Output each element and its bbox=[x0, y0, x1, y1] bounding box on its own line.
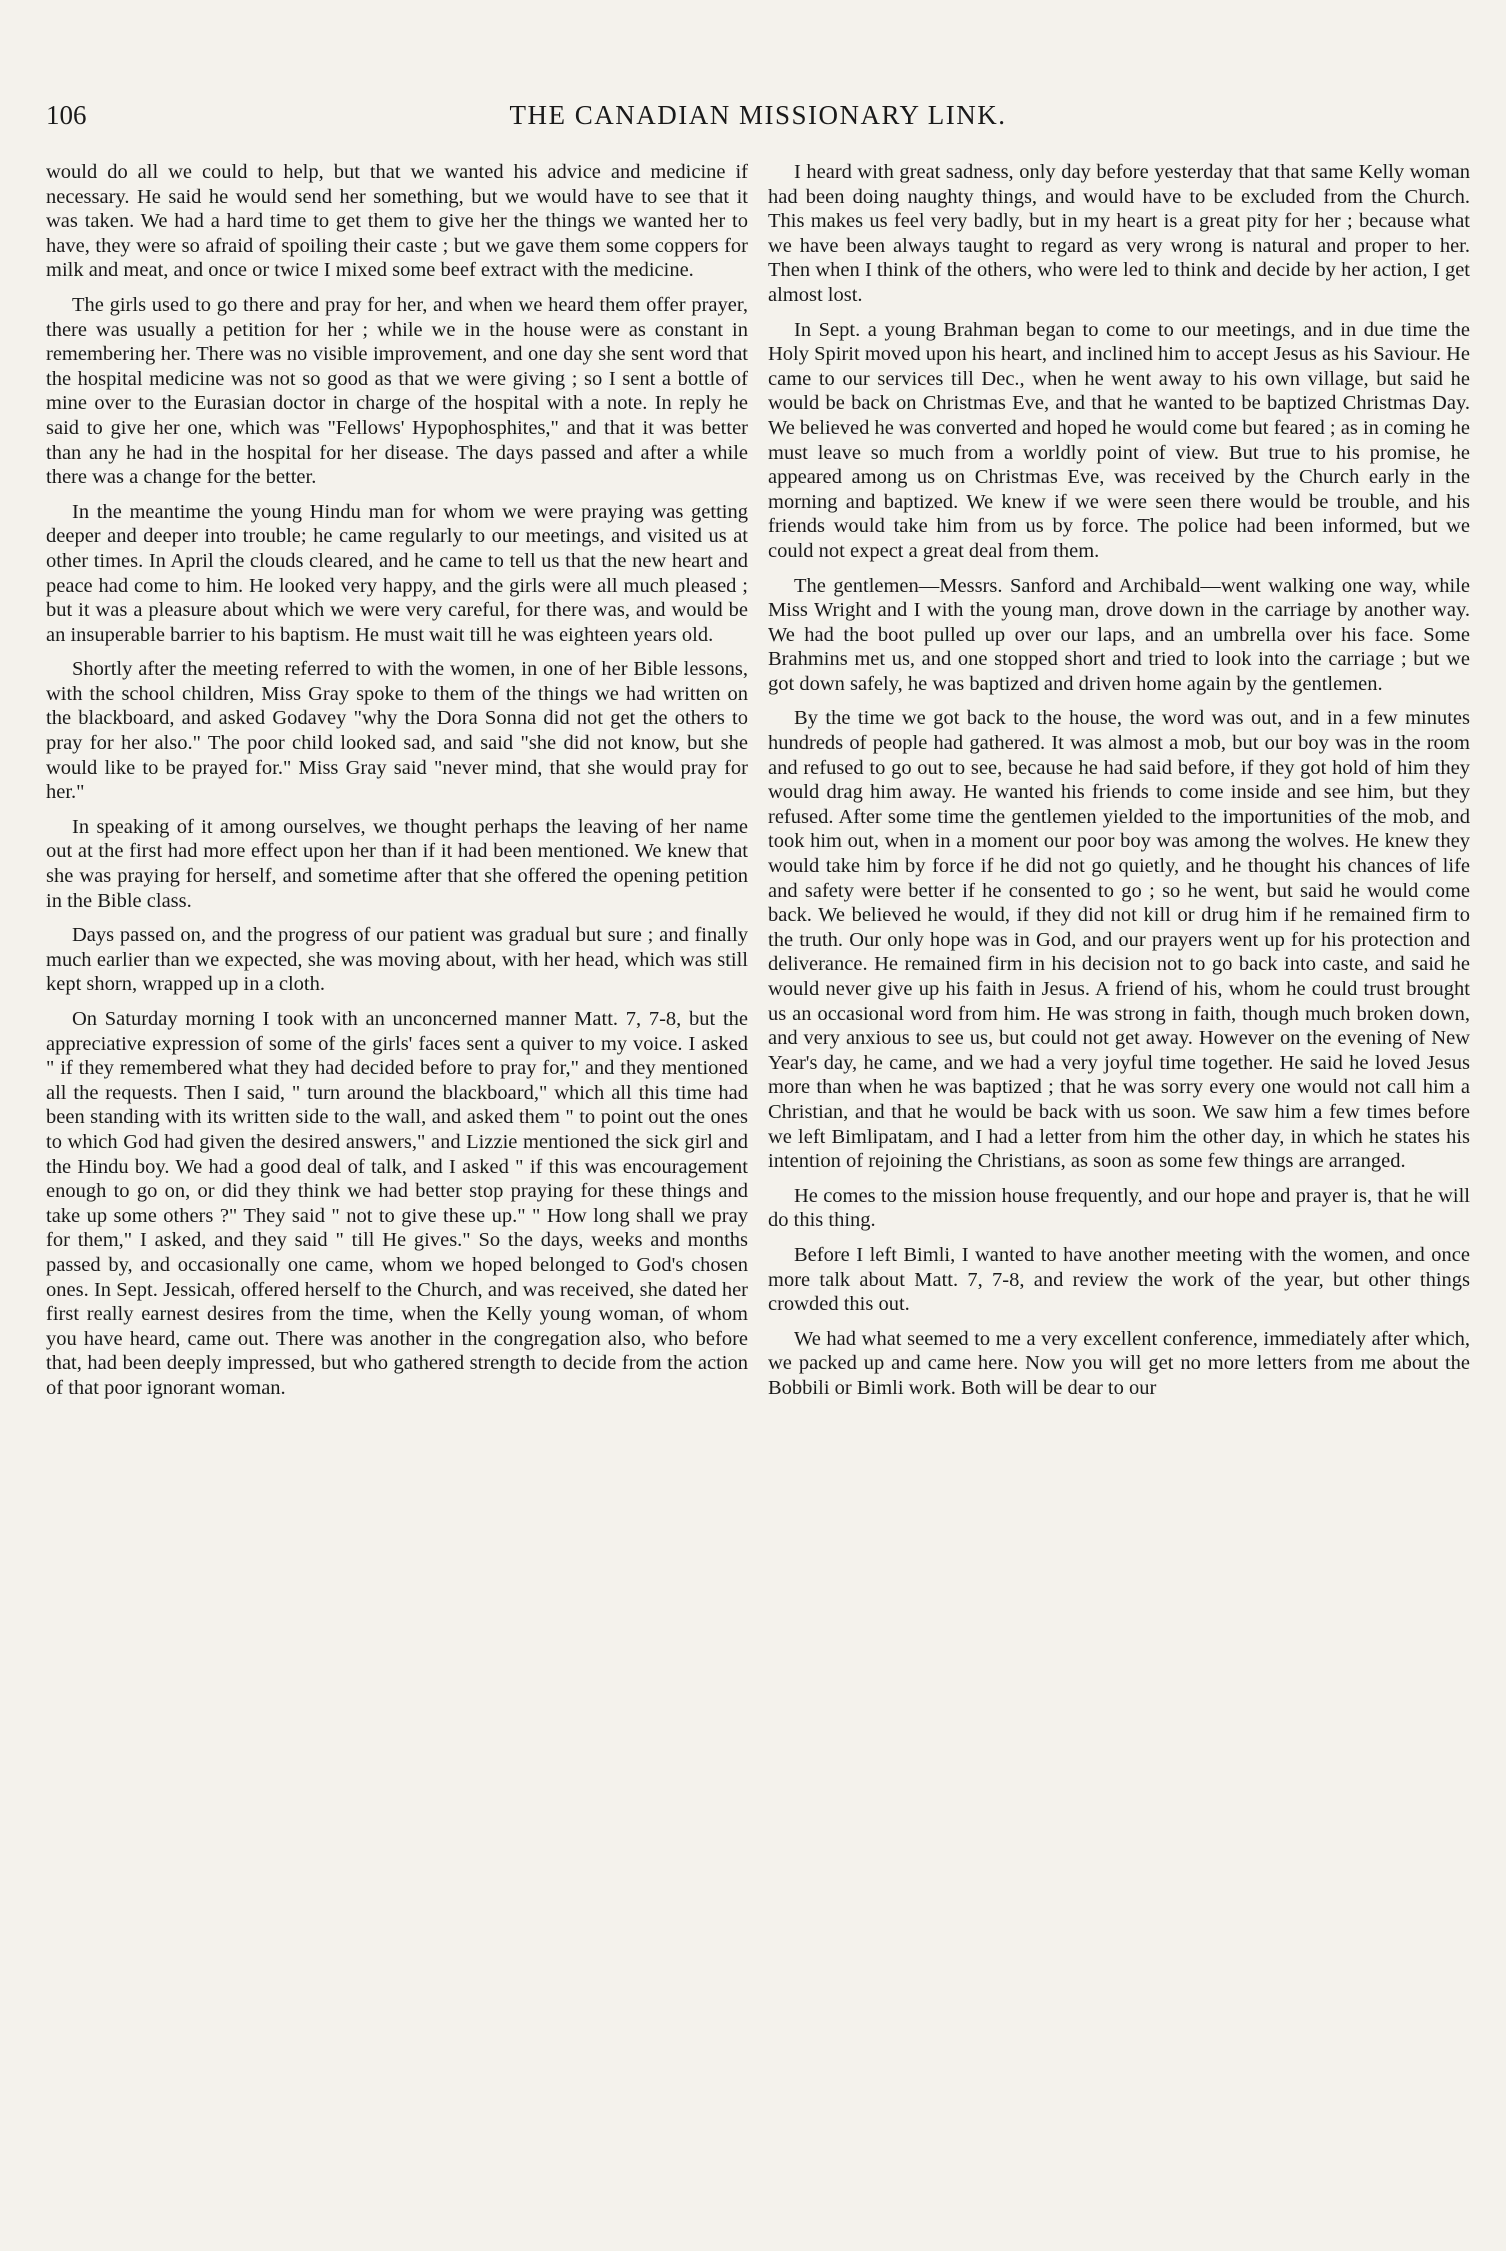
paragraph: In speaking of it among ourselves, we thought perhaps the leaving of her name out at the first had more effect upon her than if it had been mentioned. We knew that she was praying for herself, and sometime after that she offered the opening petition in the Bible class. bbox=[46, 815, 748, 912]
text-columns bbox=[46, 160, 1470, 2211]
paragraph: The gentlemen—Messrs. Sanford and Archibald—went walking one way, while Miss Wright and I with the young man, drove down in the carriage by another way. We had the boot pulled up over our laps, and an umbrella over his face. Some Brahmins met us, and one stopped short and tried to look into the carriage ; but we got down safely, he was baptized and driven home again by the gentlemen. bbox=[768, 574, 1470, 695]
paragraph: In the meantime the young Hindu man for whom we were praying was getting deeper and deeper into trouble; he came regularly to our meetings, and visited us at other times. In April the clouds cleared, and he came to tell us that the new heart and peace had come to him. He looked very happy, and the girls were all much pleased ; but it was a pleasure about which we were very careful, for there was, and would be an insuperable barrier to his baptism. He must wait till he was eighteen years old. bbox=[46, 500, 748, 646]
page-header bbox=[46, 100, 1470, 140]
paragraph: Days passed on, and the progress of our patient was gradual but sure ; and finally much earlier than we expected, she was moving about, with her head, which was still kept shorn, wrapped up in a cloth. bbox=[46, 924, 748, 996]
running-title: THE CANADIAN MISSIONARY LINK. bbox=[509, 100, 1007, 130]
paragraph: On Saturday morning I took with an unconcerned manner Matt. 7, 7-8, but the appreciative expression of some of the girls' faces sent a quiver to my voice. I asked " if they remembered what they had decided before to pray for," and they mentioned all the requests. Then I said, " turn around the blackboard," which all this time had been standing with its written side to the wall, and asked them " to point out the ones to which God had given the desired answers," and Lizzie mentioned the sick girl and the Hindu boy. We had a good deal of talk, and I asked " if this was encouragement enough to go on, or did they think we had better stop praying for these things and take up some others ?" They said " not to give these up." " How long shall we pray for them," I asked, and they said " till He gives." So the days, weeks and months passed by, and occasionally one came, whom we hoped belonged to God's chosen ones. In Sept. Jessicah, offered herself to the Church, and was received, she dated her first really earnest desires from the time, when the Kelly young woman, of whom you have heard, came out. There was another in the congregation also, who before that, had been deeply impressed, but who gathered strength to decide from the action of that poor ignorant woman. bbox=[46, 1008, 748, 1399]
paragraph: Shortly after the meeting referred to with the women, in one of her Bible lessons, with the school children, Miss Gray spoke to them of the things we had written on the blackboard, and asked Godavey "why the Dora Sonna did not get the others to pray for her also." The poor child looked sad, and said "she did not know, but she would like to be prayed for." Miss Gray said "never mind, that she would pray for her." bbox=[46, 658, 748, 804]
left-column bbox=[46, 160, 748, 2211]
paragraph: He comes to the mission house frequently, and our hope and prayer is, that he will do this thing. bbox=[768, 1184, 1470, 1232]
paragraph: would do all we could to help, but that we wanted his advice and medicine if necessary. He said he would send her something, but we would have to see that it was taken. We had a hard time to get them to give her the things we wanted her to have, they were so afraid of spoiling their caste ; but we gave them some coppers for milk and meat, and once or twice I mixed some beef extract with the medicine. bbox=[46, 161, 748, 282]
paragraph: In Sept. a young Brahman began to come to our meetings, and in due time the Holy Spirit moved upon his heart, and inclined him to accept Jesus as his Saviour. He came to our services till Dec., when he went away to his own village, but said he would be back on Christmas Eve, and that he wanted to be baptized Christmas Day. We believed he was converted and hoped he would come but feared ; as in coming he must leave so much from a worldly point of view. But true to his promise, he appeared among us on Christmas Eve, was received by the Church early in the morning and baptized. We knew if we were seen there would be trouble, and his friends would take him from us by force. The police had been informed, but we could not expect a great deal from them. bbox=[768, 318, 1470, 562]
paragraph: Before I left Bimli, I wanted to have another meeting with the women, and once more talk about Matt. 7, 7-8, and review the work of the year, but other things crowded this out. bbox=[768, 1243, 1470, 1316]
paragraph: By the time we got back to the house, the word was out, and in a few minutes hundreds of people had gathered. It was almost a mob, but our boy was in the room and refused to go out to see, because he had said before, if they got hold of him they would drag him away. He wanted his friends to come inside and see him, but they refused. After some time the gentlemen yielded to the importunities of the mob, and took him out, when in a moment our poor boy was among the wolves. He knew they would take him by force if he did not go quietly, and he thought his chances of life and safety were better if he consented to go ; so he went, but said he would come back. We believed he would, if they did not kill or drug him if he remained firm to the truth. Our only hope was in God, and our prayers went up for his protection and deliverance. He remained firm in his decision not to go back into caste, and said he would never give up his faith in Jesus. A friend of his, whom he could trust brought us an occasional word from him. He was strong in faith, though much broken down, and very anxious to see us, but could not get away. However on the evening of New Year's day, he came, and we had a very joyful time together. He said he loved Jesus more than when he was baptized ; that he was sorry every one would not call him a Christian, and that he would be back with us soon. We saw him a few times before we left Bimlipatam, and I had a letter from him the other day, in which he states his intention of rejoining the Christians, as soon as some few things are arranged. bbox=[768, 707, 1470, 1173]
paragraph: I heard with great sadness, only day before yesterday that that same Kelly woman had been doing naughty things, and would have to be excluded from the Church. This makes us feel very badly, but in my heart is a great pity for her ; because what we have been always taught to regard as very wrong is natural and proper to her. Then when I think of the others, who were led to think and decide by her action, I get almost lost. bbox=[768, 161, 1470, 306]
paragraph: The girls used to go there and pray for her, and when we heard them offer prayer, there was usually a petition for her ; while we in the house were as constant in remembering her. There was no visible improvement, and one day she sent word that the hospital medicine was not so good as that we were giving ; so I sent a bottle of mine over to the Eurasian doctor in charge of the hospital with a note. In reply he said to give her one, which was "Fellows' Hypophosphites," and that it was better than any he had in the hospital for her disease. The days passed and after a while there was a change for the better. bbox=[46, 293, 748, 489]
paragraph: We had what seemed to me a very excellent conference, immediately after which, we packed up and came here. Now you will get no more letters from me about the Bobbili or Bimli work. Both will be dear to our bbox=[768, 1327, 1470, 1399]
right-column bbox=[768, 160, 1470, 2211]
page-number: 106 bbox=[46, 100, 87, 130]
